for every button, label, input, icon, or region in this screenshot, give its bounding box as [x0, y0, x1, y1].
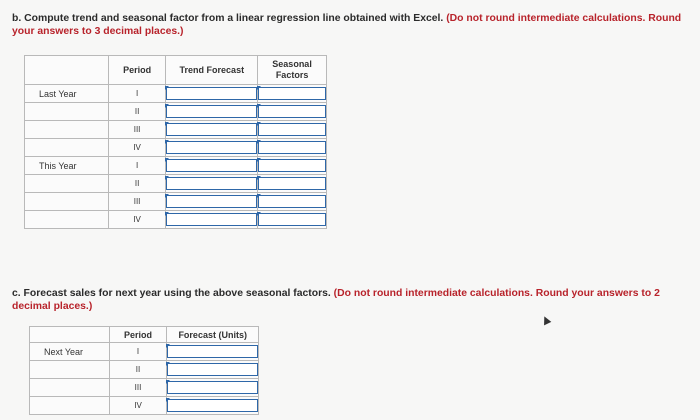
header-period: Period — [109, 327, 167, 343]
forecast-units-input[interactable] — [167, 399, 258, 412]
table-row — [25, 175, 327, 193]
row-period: III — [108, 193, 166, 211]
row-label — [30, 361, 110, 379]
table-row — [30, 343, 259, 361]
trend-seasonal-table — [24, 55, 327, 229]
row-label — [30, 379, 110, 397]
row-period: I — [108, 157, 166, 175]
forecast-table — [29, 326, 259, 415]
row-period: II — [108, 175, 166, 193]
mouse-cursor-icon — [541, 315, 552, 326]
part-c-note: (Do not round intermediate calculations. Round your answers to 2 decimal places.) — [12, 288, 660, 312]
seasonal-factor-input[interactable] — [258, 87, 326, 100]
row-label — [25, 175, 109, 193]
seasonal-factor-input[interactable] — [258, 159, 326, 172]
header-blank — [25, 56, 109, 85]
table-row — [25, 157, 327, 175]
row-label — [25, 139, 109, 157]
header-period: Period — [108, 56, 166, 85]
forecast-units-input[interactable] — [167, 345, 258, 358]
row-label — [25, 193, 109, 211]
seasonal-factor-input[interactable] — [258, 105, 326, 118]
table-row — [25, 139, 327, 157]
header-trend-forecast: Trend Forecast — [166, 56, 258, 85]
row-label: Next Year — [30, 343, 110, 361]
row-period: III — [108, 121, 166, 139]
forecast-units-input[interactable] — [167, 363, 258, 376]
trend-forecast-input[interactable] — [166, 213, 257, 226]
trend-forecast-input[interactable] — [166, 123, 257, 136]
seasonal-factor-input[interactable] — [258, 177, 326, 190]
part-b-intro: b. Compute trend and seasonal factor from a linear regression line obtained with Excel. — [12, 13, 444, 24]
forecast-units-input[interactable] — [167, 381, 258, 394]
part-b-instructions — [12, 12, 688, 38]
table-row — [25, 121, 327, 139]
row-label: Last Year — [25, 85, 109, 103]
header-blank — [30, 327, 110, 343]
row-period: IV — [109, 397, 167, 415]
seasonal-factor-input[interactable] — [258, 195, 326, 208]
row-label — [25, 121, 109, 139]
row-period: IV — [108, 211, 166, 229]
header-seasonal-factors: Seasonal Factors — [258, 56, 327, 85]
table-row — [25, 193, 327, 211]
row-period: I — [108, 85, 166, 103]
table-row — [30, 361, 259, 379]
header-forecast-units: Forecast (Units) — [167, 327, 259, 343]
table-row — [30, 397, 259, 415]
trend-forecast-input[interactable] — [166, 105, 257, 118]
row-period: II — [108, 103, 166, 121]
trend-forecast-input[interactable] — [166, 159, 257, 172]
trend-forecast-input[interactable] — [166, 87, 257, 100]
table-row — [30, 379, 259, 397]
part-c-instructions — [12, 287, 688, 313]
table-row — [25, 103, 327, 121]
trend-forecast-input[interactable] — [166, 195, 257, 208]
trend-forecast-input[interactable] — [166, 177, 257, 190]
seasonal-factor-input[interactable] — [258, 123, 326, 136]
part-c-intro: c. Forecast sales for next year using the above seasonal factors. — [12, 288, 331, 299]
trend-forecast-input[interactable] — [166, 141, 257, 154]
part-b-note: (Do not round intermediate calculations. Round your answers to 3 decimal places.) — [12, 13, 682, 37]
row-label: This Year — [25, 157, 109, 175]
row-period: III — [109, 379, 167, 397]
row-label — [25, 103, 109, 121]
row-label — [30, 397, 110, 415]
row-period: II — [109, 361, 167, 379]
row-label — [25, 211, 109, 229]
table-row — [25, 85, 327, 103]
table-row — [25, 211, 327, 229]
row-period: IV — [108, 139, 166, 157]
row-period: I — [109, 343, 167, 361]
seasonal-factor-input[interactable] — [258, 141, 326, 154]
seasonal-factor-input[interactable] — [258, 213, 326, 226]
